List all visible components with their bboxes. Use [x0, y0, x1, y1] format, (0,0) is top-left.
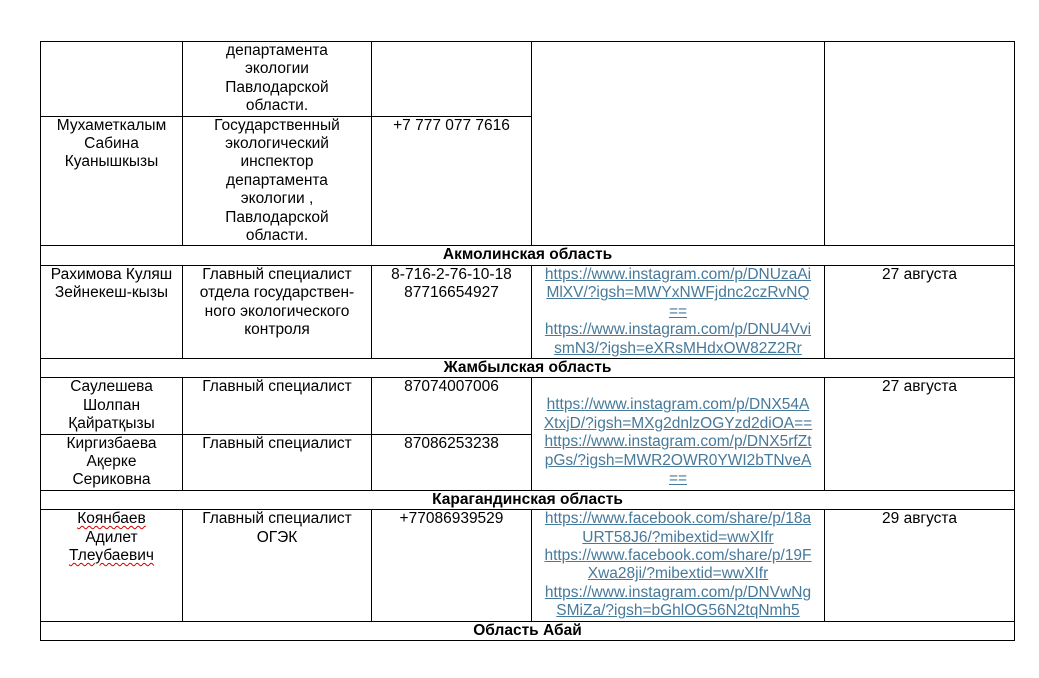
position-line: ного экологического — [204, 302, 350, 320]
region-row — [41, 621, 1015, 640]
position-line: Павлодарской — [225, 78, 329, 96]
name-cell — [41, 42, 183, 117]
name-line: Ақерке — [86, 452, 137, 470]
name-line: Сериковна — [72, 471, 151, 489]
date-text: 27 августа — [882, 265, 957, 283]
region-heading: Область Абай — [41, 621, 1015, 640]
position-line: инспектор — [240, 153, 314, 171]
position-line: контроля — [244, 321, 310, 339]
name-line: Киргизбаева — [66, 434, 157, 452]
phone-cell — [372, 510, 532, 621]
phone-cell — [372, 378, 532, 434]
name-cell — [41, 116, 183, 246]
position-line: экологии , — [240, 190, 314, 208]
name-line: Тлеубаевич — [69, 546, 154, 564]
phone-number: 8-716-2-76-10-18 — [391, 265, 512, 283]
instagram-link[interactable]: == — [668, 469, 688, 487]
facebook-link[interactable]: Xwa28ji/?mibextid=wwXIfr — [587, 565, 769, 583]
position-cell — [183, 510, 372, 621]
table-row — [41, 510, 1015, 621]
facebook-link[interactable]: https://www.facebook.com/share/p/18a — [544, 510, 812, 528]
position-line: Главный специалист — [202, 434, 352, 452]
position-line: департамента — [226, 42, 328, 59]
phone-cell — [372, 116, 532, 246]
date-cell — [825, 378, 1015, 490]
date-cell — [825, 42, 1015, 246]
region-row — [41, 358, 1015, 377]
position-line: департамента — [226, 171, 328, 189]
name-line: Сабина — [84, 135, 139, 153]
name-cell — [41, 510, 183, 621]
contacts-table — [40, 41, 1015, 641]
phone-number: +77086939529 — [399, 510, 504, 528]
instagram-link[interactable]: MlXV/?igsh=MWYxNWFjdnc2czRvNQ — [546, 284, 810, 302]
date-cell — [825, 510, 1015, 621]
instagram-link[interactable]: https://www.instagram.com/p/DNU4Vvi — [544, 321, 812, 339]
name-line-wrapper — [45, 547, 178, 565]
table-row — [41, 265, 1015, 358]
table-row — [41, 42, 1015, 117]
phone-cell — [372, 265, 532, 358]
position-line: Павлодарской — [225, 208, 329, 226]
region-row — [41, 246, 1015, 265]
position-cell — [183, 116, 372, 246]
position-line: области. — [245, 227, 309, 245]
facebook-link[interactable]: URT58J6/?mibextid=wwXIfr — [582, 528, 774, 546]
region-row — [41, 490, 1015, 509]
position-cell — [183, 378, 372, 434]
instagram-link[interactable]: XtxjD/?igsh=MXg2dnlzOGYzd2diOA== — [543, 414, 813, 432]
name-cell — [41, 265, 183, 358]
phone-cell — [372, 434, 532, 490]
instagram-link[interactable]: https://www.instagram.com/p/DNX5rfZt — [544, 433, 812, 451]
name-line: Зейнекеш-кызы — [54, 284, 169, 302]
name-line: Мухаметкалым — [56, 116, 167, 134]
name-line: Рахимова Куляш — [50, 265, 173, 283]
name-line: Куанышкызы — [64, 153, 159, 171]
links-cell — [532, 42, 825, 246]
date-cell — [825, 265, 1015, 358]
name-line: Қайратқызы — [68, 415, 155, 433]
region-heading: Карагандинская область — [41, 490, 1015, 509]
position-line: отдела государствен- — [199, 284, 355, 302]
phone-number: 87086253238 — [404, 434, 499, 452]
table-row — [41, 378, 1015, 434]
name-line-wrapper — [45, 510, 178, 528]
name-cell — [41, 378, 183, 434]
date-text: 27 августа — [882, 378, 957, 396]
name-line: Коянбаев — [77, 510, 146, 528]
position-line: Государственный — [214, 116, 340, 134]
phone-cell — [372, 42, 532, 117]
phone-number: 87716654927 — [404, 284, 499, 302]
name-line: Саулешева — [70, 378, 153, 396]
position-cell — [183, 265, 372, 358]
position-cell — [183, 42, 372, 117]
instagram-link[interactable]: https://www.instagram.com/p/DNUzaAi — [544, 265, 812, 283]
links-cell — [532, 510, 825, 621]
instagram-link[interactable]: SMiZa/?igsh=bGhlOG56N2tqNmh5 — [556, 602, 800, 620]
instagram-link[interactable]: smN3/?igsh=eXRsMHdxOW82Z2Rr — [554, 339, 802, 357]
links-cell — [532, 378, 825, 490]
position-line: Главный специалист — [202, 510, 352, 528]
phone-number: 87074007006 — [404, 378, 499, 396]
position-line: экологии — [245, 60, 309, 78]
position-line: экологический — [225, 135, 329, 153]
name-cell — [41, 434, 183, 490]
position-line: Главный специалист — [202, 378, 352, 396]
position-line: ОГЭК — [256, 528, 298, 546]
name-line: Адилет — [85, 528, 138, 546]
position-line: Главный специалист — [202, 265, 352, 283]
date-text: 29 августа — [882, 510, 957, 528]
instagram-link[interactable]: https://www.instagram.com/p/DNX54A — [546, 396, 810, 414]
phone-number: +7 777 077 7616 — [393, 116, 510, 134]
instagram-link[interactable]: == — [668, 302, 688, 320]
facebook-link[interactable]: https://www.facebook.com/share/p/19F — [544, 546, 812, 564]
position-line: области. — [245, 97, 309, 115]
region-heading: Жамбылская область — [41, 358, 1015, 377]
region-heading: Акмолинская область — [41, 246, 1015, 265]
position-cell — [183, 434, 372, 490]
instagram-link[interactable]: pGs/?igsh=MWR2OWR0YWI2bTNveA — [544, 451, 812, 469]
name-line: Шолпан — [82, 396, 141, 414]
links-cell — [532, 265, 825, 358]
instagram-link[interactable]: https://www.instagram.com/p/DNVwNg — [544, 583, 812, 601]
